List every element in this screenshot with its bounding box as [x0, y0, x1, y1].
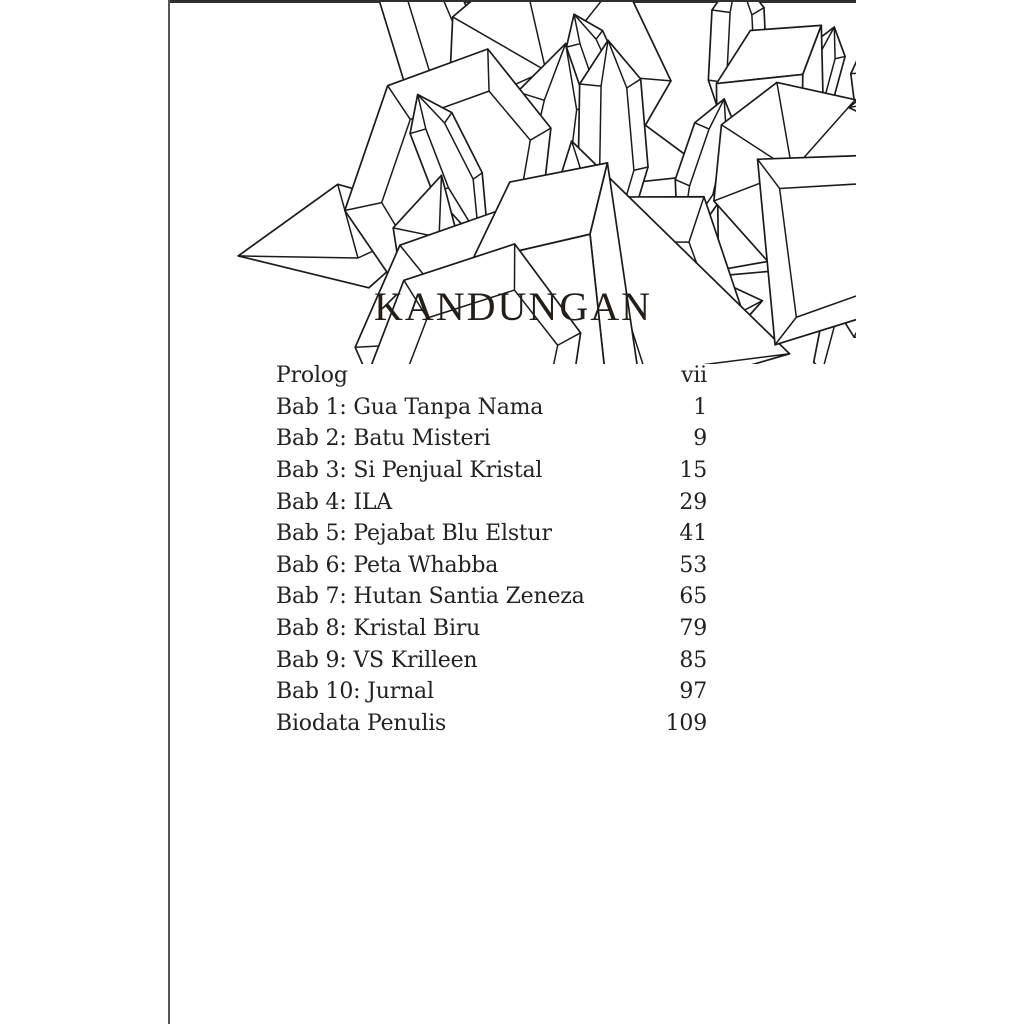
- toc-entry-page-number: vii: [681, 363, 707, 388]
- toc-entry: [276, 676, 707, 708]
- toc-entry: [276, 645, 707, 677]
- toc-entry: [276, 423, 707, 455]
- toc-entry-label: Bab 3: Si Penjual Kristal: [276, 457, 543, 483]
- toc-entry: [276, 518, 707, 550]
- table-of-contents: [276, 360, 707, 740]
- toc-entry: [276, 550, 707, 582]
- toc-entry-label: Bab 10: Jurnal: [276, 679, 434, 705]
- toc-entry-label: Bab 8: Kristal Biru: [276, 616, 481, 641]
- toc-entry-page-number: 9: [693, 426, 707, 452]
- toc-entry-page-number: 15: [679, 457, 707, 483]
- toc-entry-label: Bab 1: Gua Tanpa Nama: [276, 394, 544, 420]
- toc-entry-page-number: 79: [679, 616, 707, 641]
- toc-entry-label: Bab 2: Batu Misteri: [276, 426, 491, 452]
- toc-entry-label: Bab 5: Pejabat Blu Elstur: [276, 521, 552, 547]
- toc-entry-page-number: 97: [679, 679, 707, 705]
- toc-entry-label: Biodata Penulis: [276, 710, 447, 736]
- toc-entry-label: Bab 7: Hutan Santia Zeneza: [276, 584, 585, 610]
- toc-entry: [276, 455, 707, 487]
- toc-entry: [276, 392, 707, 424]
- page-title: KANDUNGAN: [374, 284, 652, 329]
- toc-entry: [276, 360, 707, 392]
- toc-entry-label: Bab 9: VS Krilleen: [276, 647, 478, 673]
- toc-entry-label: Bab 6: Peta Whabba: [276, 552, 499, 578]
- toc-entry-page-number: 1: [693, 394, 707, 420]
- toc-entry-page-number: 109: [665, 710, 707, 736]
- toc-entry-page-number: 41: [679, 521, 707, 547]
- toc-entry: [276, 613, 707, 645]
- page-content-area: [170, 0, 856, 1024]
- toc-entry: [276, 581, 707, 613]
- toc-entry-label: Prolog: [276, 363, 348, 388]
- toc-entry-label: Bab 4: ILA: [276, 489, 392, 515]
- toc-entry-page-number: 29: [679, 489, 707, 515]
- toc-entry-page-number: 85: [679, 647, 707, 673]
- toc-entry: [276, 487, 707, 519]
- toc-entry-page-number: 53: [679, 552, 707, 578]
- toc-entry-page-number: 65: [679, 584, 707, 610]
- toc-entry: [276, 708, 707, 740]
